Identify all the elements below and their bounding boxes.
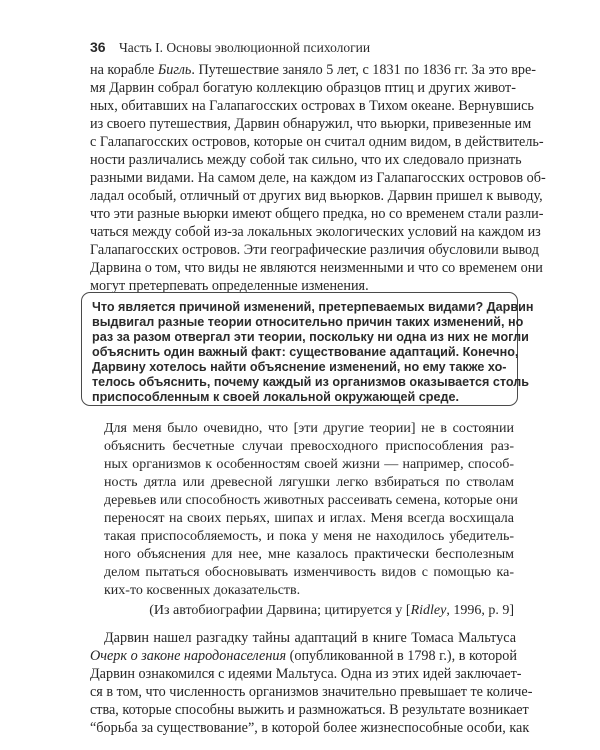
paragraph-line: могут претерпевать определенные изменения. bbox=[90, 278, 369, 294]
ship-name: Бигль bbox=[157, 62, 192, 78]
quote-line: ких-то косвенных доказательств. bbox=[104, 583, 301, 598]
paragraph-line: Очерк о законе народонаселения (опубликованной в 1798 г.), в которой bbox=[90, 648, 517, 664]
paragraph-line: Галапагосских островов. Эти географические различия обусловили вывод bbox=[90, 242, 539, 258]
paragraph-line: Дарвина о том, что виды не являются неизменными и что со временем они bbox=[90, 260, 543, 276]
paragraph-line: чаться между собой из-за локальных экологических условий на каждом из bbox=[90, 224, 541, 240]
quote-line: Для меня было очевидно, что [эти другие теории] не в состоянии bbox=[104, 421, 514, 436]
quote-line: ность дятла или древесной лягушки легко взбираться по стволам bbox=[104, 475, 514, 490]
quote-line: такая приспособляемость, и пока у меня не находилось убедитель- bbox=[104, 529, 514, 544]
paragraph-line: разными видами. На самом деле, на каждом из Галапагосских островов об- bbox=[90, 170, 546, 186]
quote-line: переносят на своих перьях, шипах и иглах. Меня всегда восхищала bbox=[104, 511, 514, 526]
callout-line: выдвигал разные теории относительно причин таких изменений, но bbox=[92, 315, 524, 329]
running-header bbox=[90, 39, 560, 56]
callout-line: объяснить один важный факт: существование адаптаций. Конечно, bbox=[92, 345, 519, 359]
paragraph-line: “борьба за существование”, в которой более жизнеспособные особи, как bbox=[90, 720, 530, 736]
page-number: 36 bbox=[90, 39, 106, 55]
paragraph-line: Дарвин ознакомился с идеями Мальтуса. Одна из этих идей заключает- bbox=[90, 666, 522, 682]
quote-line: делом пытаться обосновывать изменчивость видов с помощью ка- bbox=[104, 565, 514, 580]
book-title: Очерк о законе народонаселения bbox=[90, 648, 287, 664]
paragraph-line: что эти разные вьюрки имеют общего предка, но со временем стали разли- bbox=[90, 206, 544, 222]
callout-line: телось объяснить, почему каждый из организмов оказывается столь bbox=[92, 375, 529, 389]
paragraph-line: Дарвин нашел разгадку тайны адаптаций в книге Томаса Мальтуса bbox=[104, 630, 516, 646]
paragraph-line: ства, которые способны выжить и размножаться. В результате возникает bbox=[90, 702, 529, 718]
quote-line: ного объяснения для нее, мне казалось практически бесполезным bbox=[104, 547, 514, 562]
callout-line: приспособленным к своей локальной окружающей среде. bbox=[92, 390, 459, 404]
callout-line: Что является причиной изменений, претерпеваемых видами? Дарвин bbox=[92, 300, 534, 314]
paragraph-line: ся в том, что численность организмов значительно превышает те количе- bbox=[90, 684, 533, 700]
paragraph-line: на корабле Бигль. Путешествие заняло 5 лет, с 1831 по 1836 гг. За это вре- bbox=[90, 62, 537, 78]
paragraph-line: с Галапагосских островов, которые он считал одним видом, в действитель- bbox=[90, 134, 544, 150]
paragraph-line: ладал особый, отличный от других вид вьюрков. Дарвин пришел к выводу, bbox=[90, 188, 543, 204]
paragraph-line: ности различались между собой так сильно, что их следовало признать bbox=[90, 152, 522, 168]
quote-line: деревьев или способность животных рассеивать семена, которые они bbox=[104, 493, 518, 508]
quote-attribution: (Из автобиографии Дарвина; цитируется у [Ridley, 1996, p. 9] bbox=[149, 603, 514, 618]
running-title: Часть I. Основы эволюционной психологии bbox=[118, 40, 371, 55]
quote-line: ных организмов к особенностям своей жизни — например, способ- bbox=[104, 457, 514, 472]
paragraph-line: мя Дарвин собрал богатую коллекцию образцов птиц и других живот- bbox=[90, 80, 516, 96]
paragraph-line: из своего путешествия, Дарвин обнаружил, что вьюрки, привезенные им bbox=[90, 116, 532, 132]
cited-author: Ridley bbox=[410, 603, 447, 618]
callout-line: Дарвину хотелось найти объяснение изменений, но ему также хо- bbox=[92, 360, 507, 374]
quote-line: объяснить бесчетные случаи превосходного приспособления раз- bbox=[104, 439, 514, 454]
callout-line: раз за разом отвергал эти теории, поскольку ни одна из них не могли bbox=[92, 330, 529, 344]
paragraph-line: ных, обитавших на Галапагосских островах в Тихом океане. Вернувшись bbox=[90, 98, 534, 114]
